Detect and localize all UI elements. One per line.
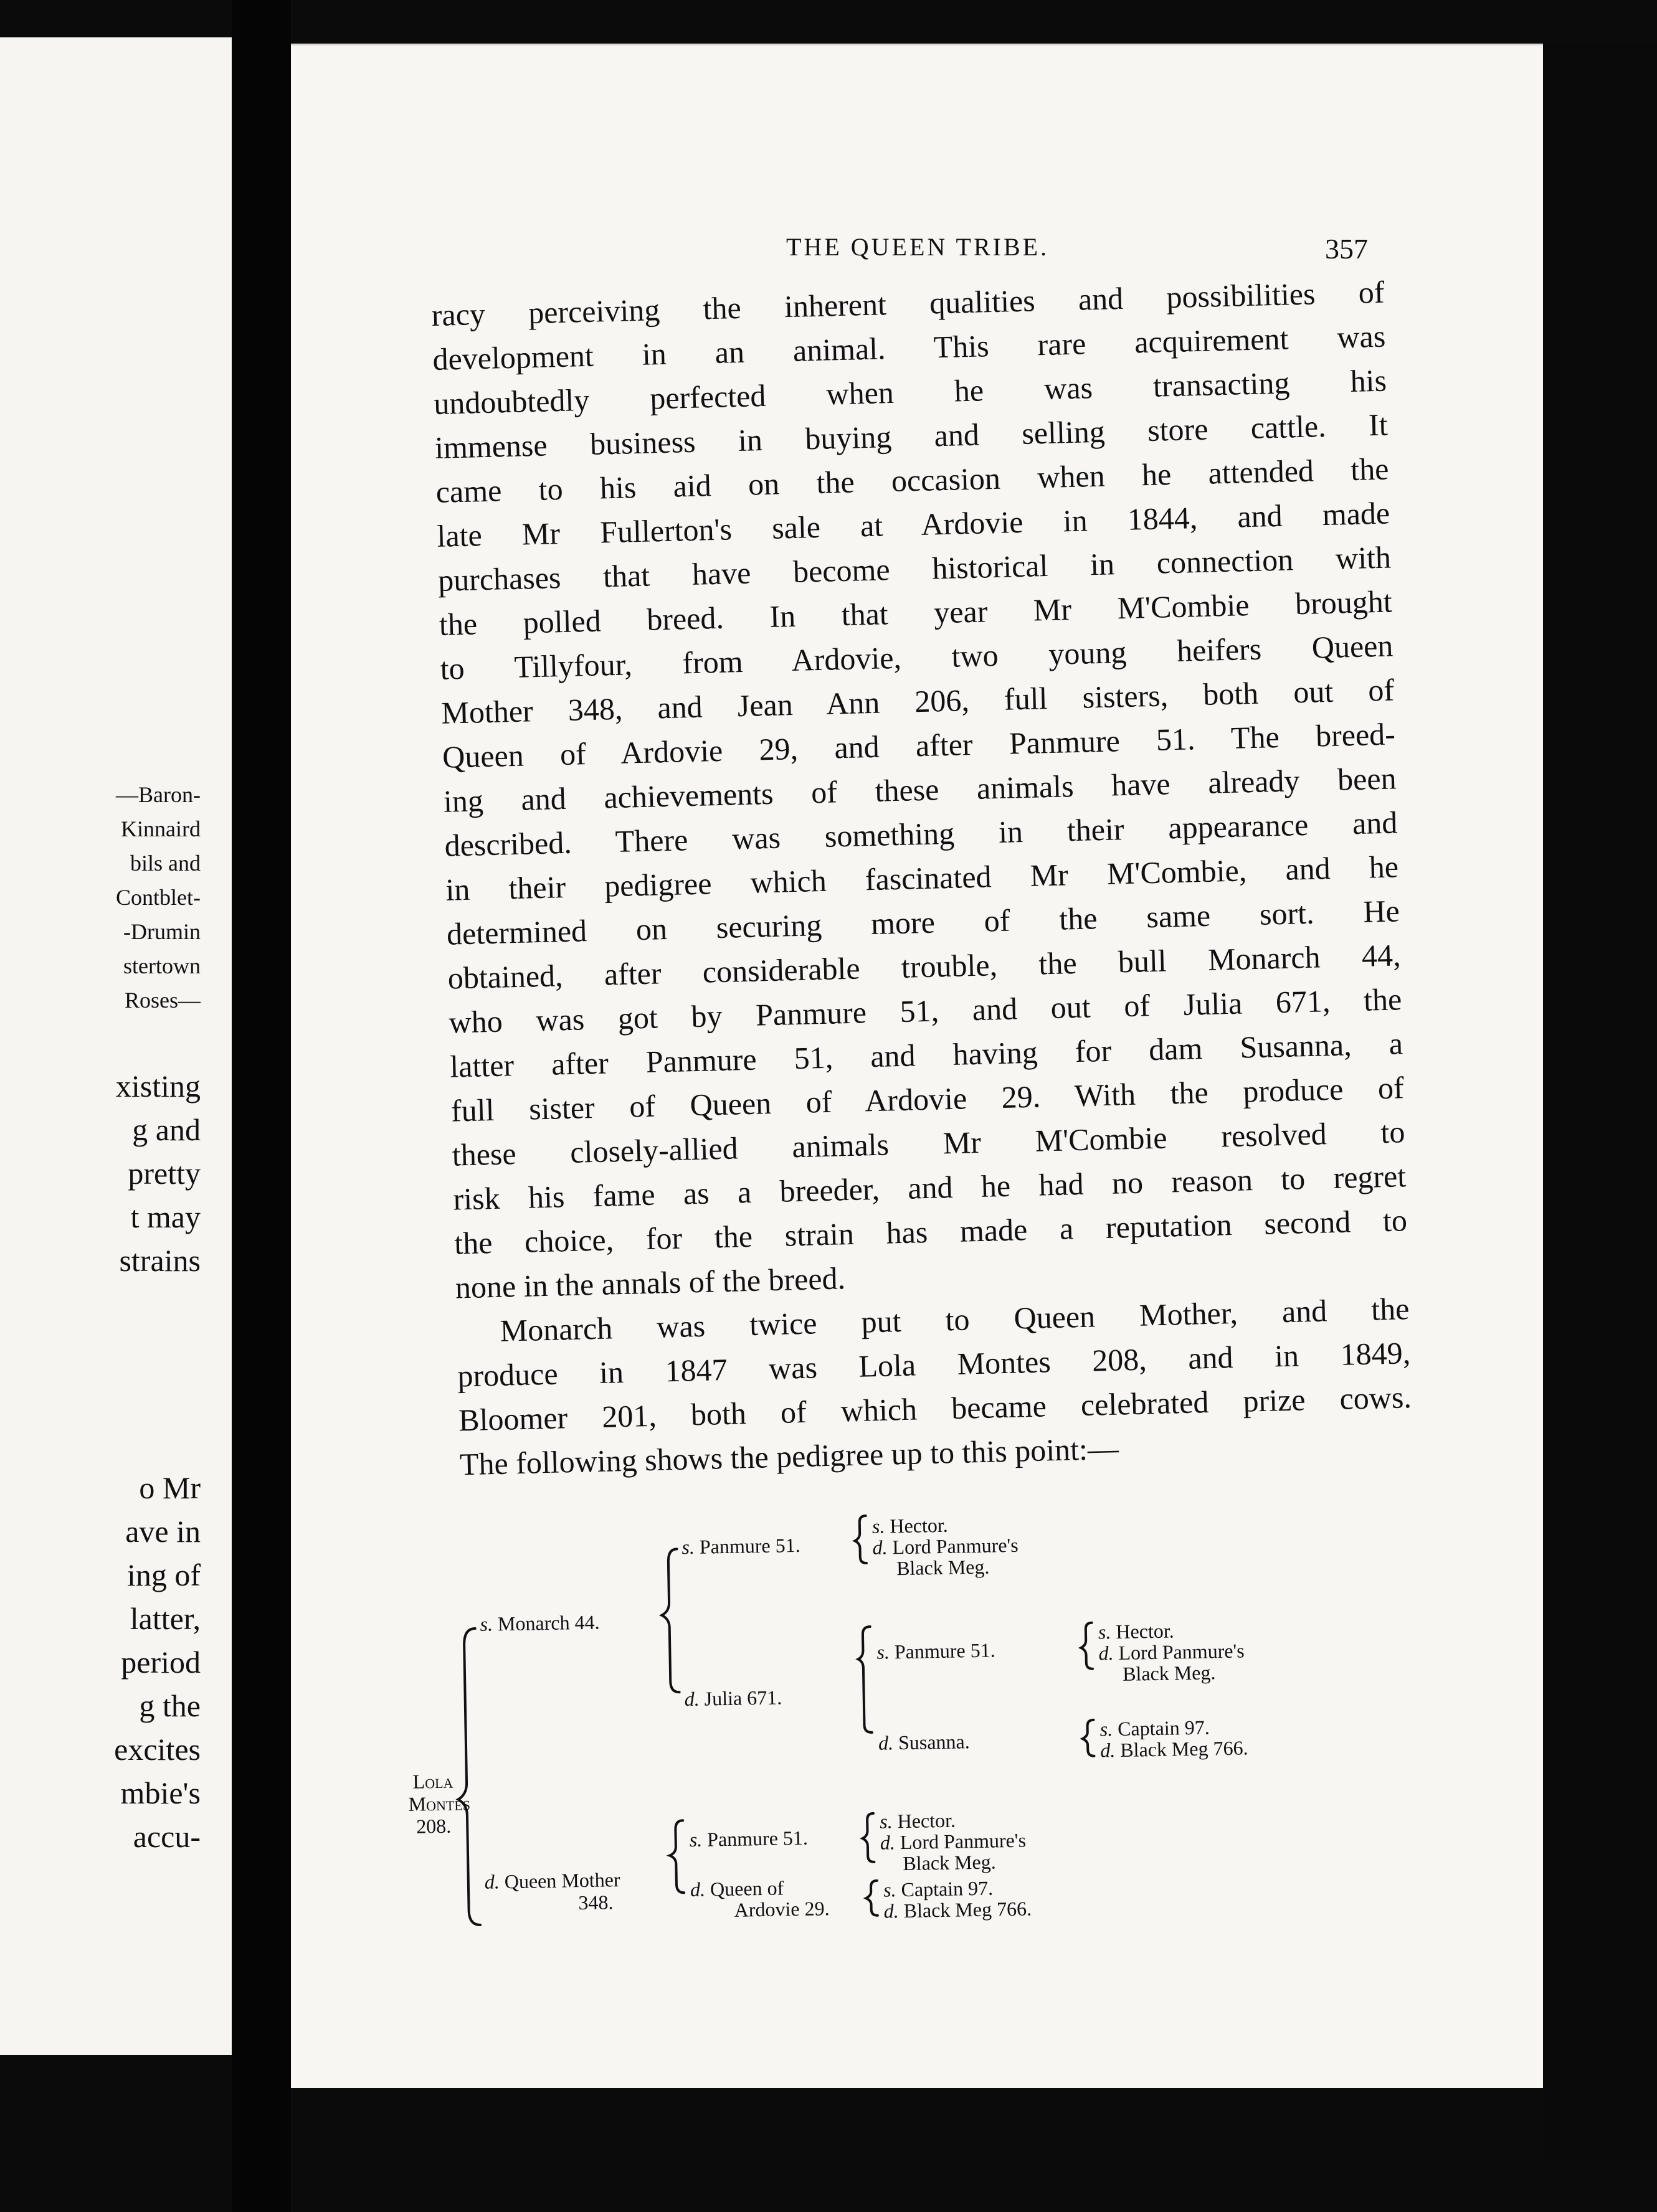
text-line: full sister of Queen of Ardovie 29. With the produce of — [450, 1070, 1405, 1128]
rel-label: d. — [880, 1831, 896, 1854]
text-line: produce in 1847 was Lola Montes 208, and in 1849, — [457, 1335, 1411, 1394]
rel-label: s. — [681, 1535, 695, 1559]
text-line: the choice, for the strain has made a reputation second to — [453, 1203, 1408, 1261]
rel-label: d. — [1098, 1642, 1114, 1665]
rel-label: d. — [684, 1687, 700, 1711]
left-fragment: latter, — [130, 1601, 201, 1636]
left-fragment: ing of — [126, 1557, 201, 1592]
pedigree-dam-number: 348. — [578, 1891, 614, 1914]
pedigree-sire-dam — [684, 1686, 782, 1709]
pedigree-sire-sire-dam-name2: Black Meg. — [896, 1555, 990, 1580]
text-line: none in the annals of the breed. — [455, 1260, 846, 1305]
pedigree-dam-sire-dam — [880, 1830, 1027, 1853]
text-line: Mother 348, and Jean Ann 206, full sisters, both out of — [440, 672, 1395, 730]
rel-label: s. — [879, 1810, 893, 1833]
rel-label: d. — [883, 1899, 900, 1922]
left-facing-page — [0, 37, 232, 2055]
text-line: described. There was something in their appearance and — [444, 805, 1398, 863]
brace-sire-dam — [858, 1627, 872, 1732]
text-line: came to his aid on the occasion when he attended the — [435, 451, 1390, 509]
pedigree-dam — [485, 1869, 620, 1893]
paragraph-1 — [431, 270, 1408, 1310]
text-line: in their pedigree which fascinated Mr M'Combie, and he — [445, 849, 1399, 907]
brace-dam-sire — [862, 1813, 874, 1862]
left-fragment: bils and — [130, 851, 201, 876]
left-fragment: Roses— — [124, 988, 201, 1013]
pedigree-dam-sire-dam-name2: Black Meg. — [903, 1850, 996, 1875]
brace-sire-dam-dam — [1082, 1720, 1094, 1756]
text-line: who was got by Panmure 51, and out of Julia 671, the — [448, 981, 1402, 1040]
pedigree-dam-dam — [690, 1877, 784, 1900]
text-line: latter after Panmure 51, and having for dam Susanna, a — [449, 1026, 1403, 1084]
rel-label: s. — [876, 1640, 890, 1663]
brace-sire-dam-sire — [1081, 1623, 1093, 1669]
animal-name: Captain 97. — [1117, 1716, 1210, 1741]
brace-sire-sire — [855, 1516, 866, 1563]
pedigree-sire-sire — [681, 1534, 800, 1557]
pedigree-dam-dam-sire — [883, 1878, 994, 1901]
rel-label: d. — [690, 1878, 706, 1901]
brace-dam-dam — [866, 1881, 878, 1916]
text-line: to Tillyfour, from Ardovie, two young heifers Queen — [440, 628, 1393, 686]
rel-label: d. — [878, 1731, 894, 1754]
text-line: the polled breed. In that year Mr M'Combie brought — [439, 584, 1393, 642]
rel-label: s. — [689, 1828, 703, 1851]
pedigree-sire-dam-sire-dam-name2: Black Meg. — [1122, 1661, 1216, 1685]
animal-name: Susanna. — [898, 1730, 970, 1754]
running-head: THE QUEEN TRIBE. — [786, 233, 1050, 261]
page-header — [291, 232, 1543, 276]
pedigree-dam-sire-sire — [880, 1810, 956, 1832]
left-fragment: —Baron- — [116, 782, 201, 807]
animal-name: Panmure 51. — [699, 1533, 800, 1558]
animal-name: Lord Panmure's — [900, 1828, 1027, 1854]
rel-label: s. — [480, 1612, 493, 1635]
left-fragment: Kinnaird — [121, 816, 201, 841]
pedigree-sire-dam-sire-dam — [1098, 1640, 1245, 1663]
left-fragment: excites — [114, 1732, 201, 1767]
pedigree-sire-dam-dam-sire — [1099, 1716, 1210, 1739]
left-fragment: g and — [132, 1112, 201, 1147]
book-page — [291, 44, 1543, 2088]
rel-label: d. — [484, 1870, 500, 1893]
animal-name: Queen Mother — [504, 1868, 620, 1893]
animal-name: Monarch 44. — [497, 1610, 600, 1635]
text-line: racy perceiving the inherent qualities and possibilities of — [431, 274, 1385, 333]
pedigree-dam-dam-dam — [883, 1898, 1032, 1921]
left-fragment: g the — [139, 1688, 201, 1723]
animal-name: Panmure 51. — [706, 1826, 809, 1851]
pedigree-sire-dam-dam — [878, 1731, 970, 1754]
rel-label: d. — [1099, 1739, 1116, 1762]
text-line: these closely-allied animals Mr M'Combie resolved to — [452, 1114, 1406, 1173]
text-line: Bloomer 201, both of which became celebrated prize cows. — [458, 1379, 1412, 1438]
text-line: The following shows the pedigree up to this point:— — [459, 1430, 1119, 1482]
left-fragment: mbie's — [120, 1775, 201, 1810]
text-line: late Mr Fullerton's sale at Ardovie in 1844, and made — [436, 495, 1390, 554]
text-line: purchases that have become historical in connection with — [437, 539, 1392, 598]
paragraph-2 — [456, 1287, 1413, 1486]
text-line: ing and achievements of these animals have already been — [443, 760, 1397, 819]
animal-name: Captain 97. — [901, 1876, 994, 1901]
animal-name: Panmure 51. — [894, 1638, 995, 1663]
pedigree-sire-dam-sire — [876, 1639, 995, 1662]
animal-name: Lord Panmure's — [1118, 1639, 1245, 1664]
animal-name: Black Meg 766. — [903, 1897, 1032, 1922]
left-fragment: t may — [130, 1199, 201, 1234]
subject-line: 208. — [415, 1814, 452, 1838]
page-number: 357 — [1325, 233, 1368, 265]
animal-name: Queen of — [710, 1876, 784, 1901]
left-fragment: period — [121, 1645, 201, 1680]
subject-line: Lola — [412, 1769, 453, 1793]
text-line: Monarch was twice put to Queen Mother, and the — [500, 1291, 1410, 1348]
pedigree-sire — [480, 1612, 600, 1635]
left-fragment: Contblet- — [116, 885, 201, 910]
text-line: determined on securing more of the same sort. He — [446, 893, 1400, 952]
brace-dam — [669, 1820, 684, 1893]
pedigree-sire-dam-sire-sire — [1098, 1620, 1174, 1642]
left-fragment: ave in — [125, 1514, 201, 1549]
brace-sire — [661, 1549, 680, 1692]
subject-line: Montes — [408, 1792, 471, 1815]
animal-name: Hector. — [1116, 1619, 1175, 1643]
animal-name: Hector. — [890, 1513, 948, 1538]
book-gutter — [232, 0, 291, 2212]
pedigree-dam-sire — [689, 1827, 808, 1850]
brace-subject — [455, 1628, 480, 1925]
pedigree-subject — [408, 1769, 471, 1838]
rel-label: s. — [1099, 1718, 1113, 1741]
left-fragment: -Drumin — [123, 919, 201, 944]
pedigree-sire-sire-sire — [872, 1515, 948, 1537]
text-line: obtained, after considerable trouble, the bull Monarch 44, — [447, 937, 1402, 996]
left-fragment: accu- — [133, 1819, 201, 1854]
rel-label: d. — [872, 1536, 888, 1559]
animal-name: Julia 671. — [704, 1686, 782, 1710]
left-fragment: o Mr — [139, 1470, 201, 1505]
text-line: risk his fame as a breeder, and he had no reason to regret — [452, 1158, 1407, 1217]
left-fragment: stertown — [123, 953, 201, 978]
pedigree-chart — [403, 1479, 1408, 1970]
left-fragment: xisting — [115, 1069, 201, 1104]
left-fragment: pretty — [128, 1156, 201, 1191]
text-line: undoubtedly perfected when he was transacting his — [433, 362, 1387, 421]
animal-name: Hector. — [897, 1808, 956, 1833]
pedigree-sire-dam-dam-dam — [1100, 1737, 1248, 1761]
animal-name: Lord Panmure's — [892, 1533, 1018, 1559]
left-fragment: strains — [119, 1243, 201, 1278]
animal-name: Black Meg 766. — [1119, 1736, 1248, 1761]
pedigree-sire-sire-dam — [872, 1534, 1018, 1558]
body-text — [431, 270, 1413, 1487]
rel-label: s. — [1098, 1620, 1111, 1643]
text-line: Queen of Ardovie 29, and after Panmure 51. The breed- — [442, 716, 1396, 775]
text-line: immense business in buying and selling store cattle. It — [434, 407, 1389, 465]
pedigree-dam-dam-name2: Ardovie 29. — [734, 1897, 830, 1921]
rel-label: s. — [883, 1878, 896, 1901]
text-line: development in an animal. This rare acquirement was — [432, 318, 1386, 377]
page-edge-shadow — [1543, 44, 1657, 2161]
rel-label: s. — [871, 1515, 885, 1538]
